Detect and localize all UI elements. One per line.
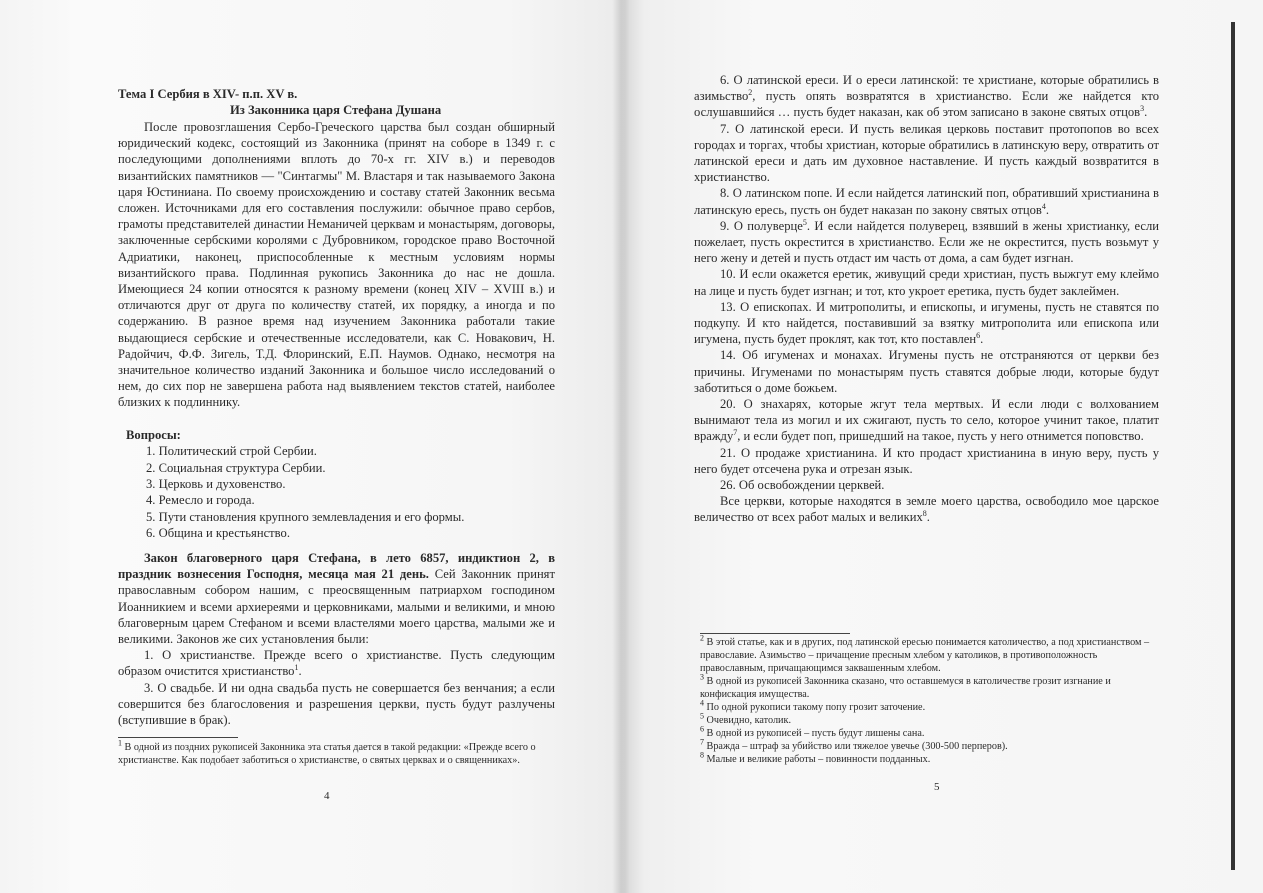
footnote-number: 2 [700, 633, 704, 643]
article-1 [118, 647, 555, 679]
footnote-text: Очевидно, католик. [706, 715, 791, 726]
article-13-text: 13. О епископах. И митрополиты, и епископы, и игумены, пусть не ставятся по подкупу. И кто найдется, поставивший за взятку митрополита или епископа или игумена, пусть будет проклят, как тот, кто поставлен [694, 299, 1159, 347]
article-1-end: . [298, 664, 302, 679]
footnote-number: 7 [700, 737, 704, 747]
article-9 [694, 218, 1159, 267]
article-1-text: 1. О христианстве. Прежде всего о христианстве. Пусть следующим образом очистится христианство [118, 648, 555, 679]
footnote-text: По одной рукописи такому попу грозит заточение. [706, 702, 926, 713]
footnote-number: 1 [118, 738, 122, 748]
article-8 [694, 185, 1159, 217]
footnote-text: Вражда – штраф за убийство или тяжелое увечье (300-500 перперов). [706, 741, 1008, 752]
topic-title: Тема I Сербия в XIV- п.п. XV в. [118, 87, 298, 101]
source-title: Из Законника царя Стефана Душана [230, 103, 442, 117]
article-6 [694, 72, 1159, 121]
footnote-ref: 2 [748, 88, 753, 98]
footnote-number: 6 [700, 724, 704, 734]
article-9-text: 9. О полуверце [720, 218, 803, 233]
footnote-text: В одной из поздних рукописей Законника эта статья дается в такой редакции: «Прежде всего о христианстве. Как подобает заботиться о христианстве, о святых церквах и о священниках». [118, 742, 536, 766]
footnote [700, 750, 1159, 766]
footnote [700, 698, 1159, 714]
article-14: 14. Об игуменах и монахах. Игумены пусть не отстраняются от церкви без причины. Игуменами по монастырям пусть ставятся добрые люди, которые будут заботиться о доме божьем. [694, 348, 1159, 395]
page-edge-shadow [1231, 22, 1235, 870]
footnote-text: В одной из рукописей – пусть будут лишены сана. [706, 728, 925, 739]
question-item: 1. Политический строй Сербии. [146, 444, 317, 459]
questions-list [118, 443, 555, 541]
footnote-ref: 3 [1140, 104, 1145, 114]
question-item: 4. Ремесло и города. [146, 493, 255, 508]
questions-heading: Вопросы: [126, 428, 181, 442]
article-8-end: . [1045, 202, 1049, 217]
page-number: 4 [324, 790, 330, 802]
footnote-ref: 1 [294, 663, 299, 673]
page-number: 5 [934, 781, 940, 793]
article-20-text: , и если будет поп, пришедший на такое, пусть у него отнимется поповство. [737, 429, 1144, 444]
article-8-text: 8. О латинском попе. И если найдется латинский поп, обративший христианина в латинскую ересь, пусть он будет наказан по закону святых отцов [694, 186, 1159, 217]
book-gutter [612, 0, 630, 893]
article-6-text: 6. О латинской ереси. И о ереси латинской: те христиане, которые обратились в азимьство [694, 73, 1159, 104]
article-13 [694, 299, 1159, 348]
article-20-text: 20. О знахарях, которые жгут тела мертвых. И если люди с волхованием вынимают тела из могил и их сжигают, пусть то село, которое учинит такое, платит вражду [694, 397, 1159, 444]
footnote [700, 633, 1159, 675]
question-item: 2. Социальная структура Сербии. [146, 460, 326, 475]
article-9-text: . И если найдется полуверец, взявший в жены христианку, если пожелает, пусть окрестится в христианство. Если же не окрестится, пусть возьмут у него жену и детей и пусть отдаст им часть от дома, а сам будет изгнан. [694, 218, 1159, 266]
article-6-text: , пусть опять возвратятся в христианство. Если же найдется кто ослушавшийся … пусть будет наказан, как об этом записано в законе святых отцов [694, 89, 1159, 120]
article-26: 26. Об освобождении церквей. [720, 478, 885, 493]
footnote-separator [700, 633, 850, 634]
law-paragraph [118, 550, 555, 647]
question-item: 6. Община и крестьянство. [146, 526, 290, 541]
intro-paragraph: После провозглашения Сербо-Греческого царства был создан обширный юридический кодекс, состоящий из Законника (принят на соборе в 1349 г. с последующими дополнениями вплоть до 70-х гг. XIV в.) и переводов византийских памятников — "Синтагмы" М. Властаря и так называемого Закона царя Юстиниана. По своему происхождению и составу статей Законник весьма сложен. Источниками для его составления послужили: обычное право сербов, грамоты представителей династии Неманичей церквам и монастырям, договоры, заключенные сербскими королями с Дубровником, городское право Восточной Адриатики, наконец, приспособленные к местным условиям нормы византийского права. Подлинная рукопись Законника до нас не дошла. Имеющиеся 24 копии относятся к разному времени (конец XIV – XVIII в.) и отличаются друг от друга по количеству статей, их порядку, а иногда и по содержанию. В разное время над изучением Законника работали такие выдающиеся сербские и отечественные исследователи, как С. Новакович, Н. Радойчич, Ф.Ф. Зигель, Т.Д. Флоринский, Е.П. Наумов. Однако, несмотря на значительное количество изданий Законника и большое число исследований о нем, до сих пор не завершена работа над выявлением текстов статей, наиболее близких к подлиннику. [118, 120, 555, 410]
question-item: 5. Пути становления крупного землевладения и его формы. [146, 509, 465, 524]
footnote-separator [118, 737, 238, 738]
footnote-number: 5 [700, 711, 704, 721]
question-item: 3. Церковь и духовенство. [146, 477, 286, 492]
article-10: 10. И если окажется еретик, живущий среди христиан, пусть выжгут ему клеймо на лице и пусть будет изгнан; и тот, кто укроет еретика, пусть будет заклеймен. [694, 267, 1159, 298]
footnote [700, 724, 1159, 740]
footnote-text: Малые и великие работы – повинности подданных. [706, 754, 931, 765]
footnote [700, 672, 1159, 701]
footnote-ref: 6 [976, 331, 981, 341]
article-26-text [694, 493, 1159, 525]
article-13-end: . [980, 332, 984, 347]
footnote-number: 8 [700, 750, 704, 760]
article-6-end: . [1144, 105, 1148, 120]
law-heading: Закон благоверного царя Стефана, в лето 6857, индиктион 2, в праздник вознесения Господня, месяца мая 21 день. [118, 551, 555, 582]
article-3: 3. О свадьбе. И ни одна свадьба пусть не совершается без венчания; а если совершится без благословения и разрешения церкви, пусть будут разлучены (вступившие в брак). [118, 680, 555, 728]
footnote [118, 738, 555, 767]
footnote-ref: 7 [733, 428, 738, 438]
footnote [700, 711, 1159, 727]
article-26-body: Все церкви, которые находятся в земле моего царства, освободило мое царское величество от всех работ малых и великих [694, 494, 1159, 525]
footnote-number: 4 [700, 698, 704, 708]
footnote-ref: 4 [1041, 201, 1046, 211]
footnote-ref: 8 [922, 509, 927, 519]
law-intro: Сей Законник принят православным собором нашим, с преосвященным патриархом господином Иоанникием и всеми архиереями и церковниками, малыми и великими, и мною благоверным царем Стефаном и всеми властелями моего царства, малыми же и великими. Законов же сих установления были: [118, 567, 555, 647]
footnote-text: В этой статье, как и в других, под латинской ересью понимается католичество, а под христианством – православие. Азимьство – причащение пресным хлебом у католиков, в противоположность православным, причащающимся заквашенным хлебом. [700, 637, 1150, 674]
footnote-number: 3 [700, 672, 704, 682]
footnote-text: В одной из рукописей Законника сказано, что оставшемуся в католичестве грозит изгнание и конфискация имущества. [700, 676, 1111, 700]
article-21: 21. О продаже христианина. И кто продаст христианина в иную веру, пусть у него будет отсечена рука и отрезан язык. [694, 445, 1159, 476]
footnote-ref: 5 [802, 217, 807, 227]
article-26-end: . [926, 510, 930, 525]
footnote [700, 737, 1159, 753]
article-20 [694, 396, 1159, 445]
article-7: 7. О латинской ереси. И пусть великая церковь поставит протопопов во всех городах и торгах, чтобы христиан, которые обратились в латинскую веру, отвратить от латинской ереси и дать им духовное наставление. И пусть каждый возвратится в христианство. [694, 121, 1159, 185]
